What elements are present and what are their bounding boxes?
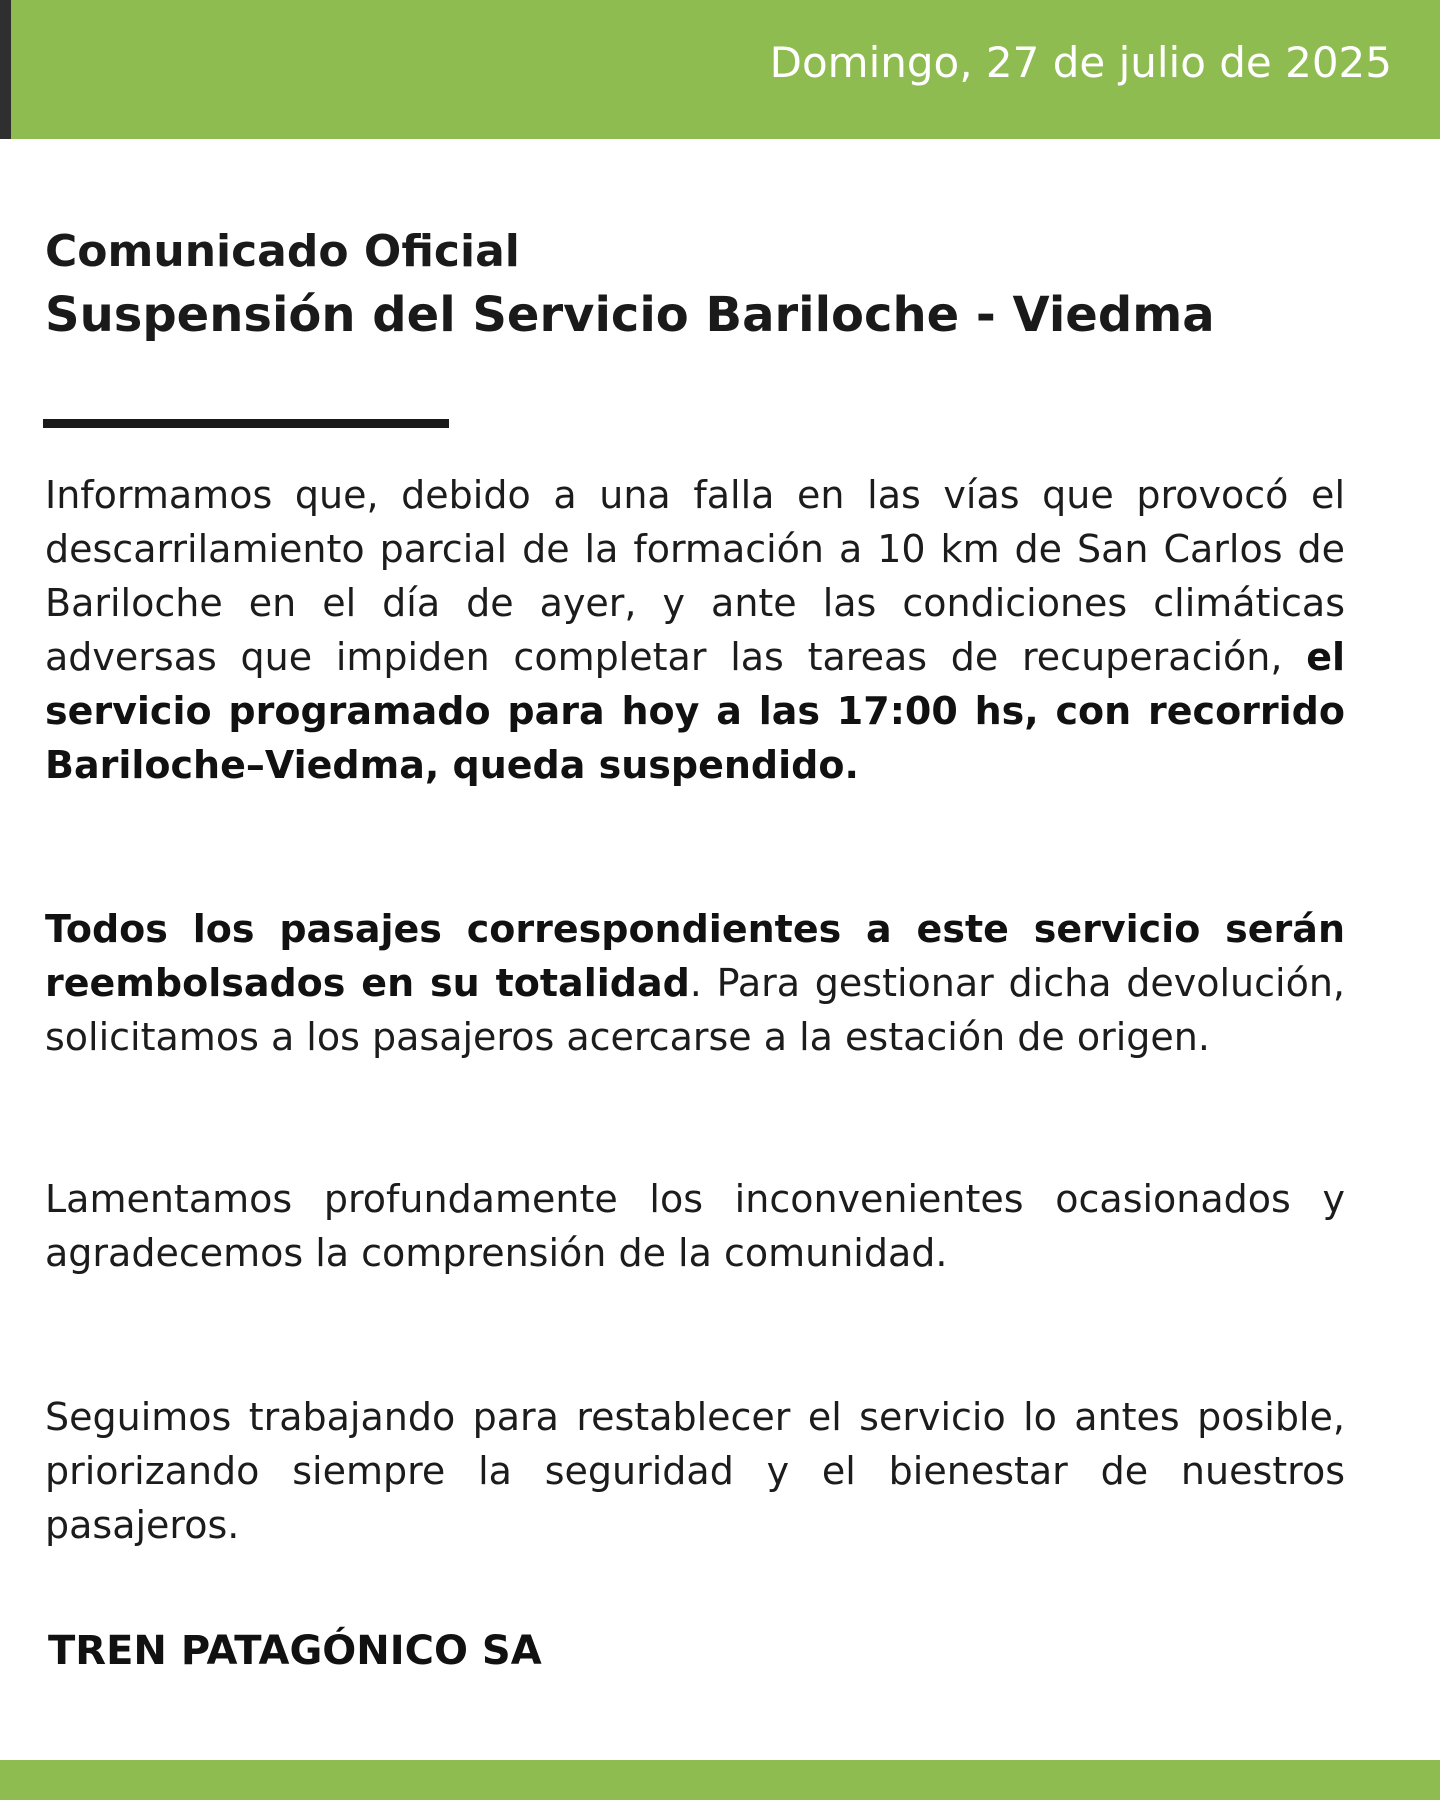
title-divider — [43, 419, 449, 428]
signature: TREN PATAGÓNICO SA — [48, 1628, 542, 1674]
document-kicker: Comunicado Oficial — [45, 226, 520, 277]
paragraph-apology: Lamentamos profundamente los inconvenientes ocasionados y agradecemos la comprensión de la comunidad. — [45, 1177, 1345, 1275]
paragraph-incident — [45, 468, 1345, 792]
paragraph-incident-text: Informamos que, debido a una falla en las vías que provocó el descarrilamiento parcial de la formación a 10 km de San Carlos de Bariloche en el día de ayer, y ante las condiciones climáticas adversas que impiden completar las tareas de recuperación, — [45, 473, 1345, 679]
footer-bar — [0, 1760, 1440, 1800]
document-headline: Suspensión del Servicio Bariloche - Viedma — [45, 287, 1215, 343]
publication-date: Domingo, 27 de julio de 2025 — [769, 38, 1392, 87]
paragraph-incident-emphasis: el servicio programado para hoy a las 17:00 hs, con recorrido Bariloche–Viedma, queda suspendido. — [45, 635, 1345, 787]
paragraph-commitment: Seguimos trabajando para restablecer el servicio lo antes posible, priorizando siempre la seguridad y el bienestar de nuestros pasajeros. — [45, 1395, 1345, 1547]
paragraph-refund-text: . Para gestionar dicha devolución, solicitamos a los pasajeros acercarse a la estación de origen. — [45, 961, 1345, 1059]
paragraph-refund-emphasis: Todos los pasajes correspondientes a este servicio serán reembolsados en su totalidad — [45, 907, 1345, 1005]
header-edge-accent — [0, 0, 11, 139]
header-bar — [0, 0, 1440, 139]
paragraph-refund — [45, 902, 1345, 1064]
